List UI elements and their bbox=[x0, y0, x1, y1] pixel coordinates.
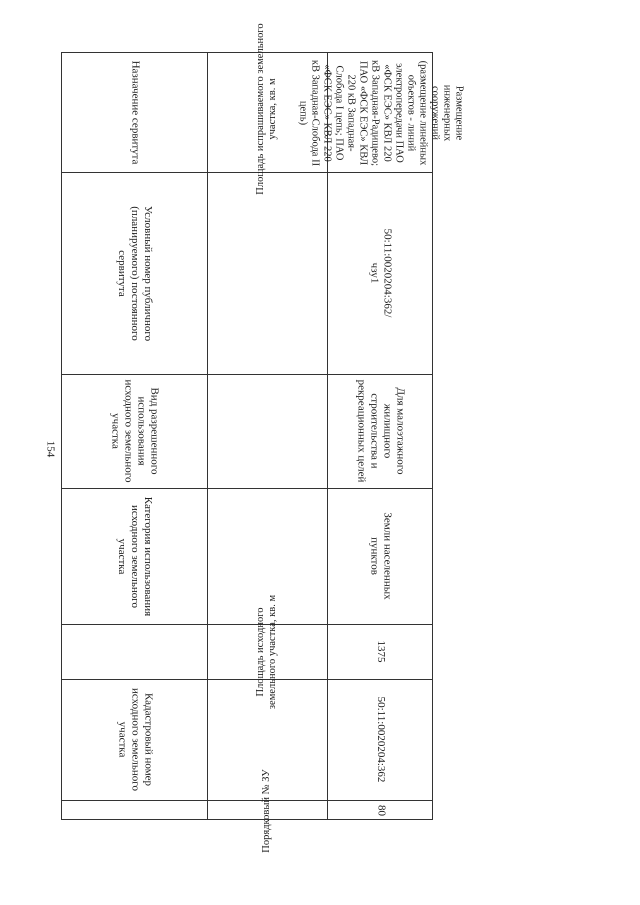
header-cadastral-number: Кадастровый номер исходного земельного участка bbox=[116, 687, 154, 792]
cell-permitted-use: Для малоэтажного жилищного строительства и рекреационных целей bbox=[355, 379, 407, 483]
cell-source-area: 1375 bbox=[375, 640, 387, 663]
cell-land-category: Земли населенных пунктов bbox=[368, 512, 394, 600]
page-number: 154 bbox=[44, 440, 57, 458]
cell-servitude-number: 50:11:0020204:362/чзу1 bbox=[368, 228, 394, 318]
cell-serial-number: 80 bbox=[375, 805, 387, 816]
header-source-area: Площадь исходного земельного участка, кв. м bbox=[255, 594, 278, 709]
header-serial-number: Порядковый № ЗУ bbox=[261, 768, 272, 853]
header-purpose: Назначение сервитута bbox=[129, 60, 141, 165]
servitude-table bbox=[61, 23, 465, 853]
header-land-category: Категория использования исходного земельного участка bbox=[116, 496, 154, 616]
cell-purpose: Размещение инженерных сооружений (размещение линейных объектов - линий электропередачи ПАО «ФСК ЕЭС» КВЛ 220 кВ Западная-Радищево; ПАО «ФСК ЕЭС» КВЛ 220 кВ Западная-Слобода I цепь; ПАО «ФСК ЕЭС» КВЛ 220 кВ Западная-Слобода II цепь) bbox=[297, 59, 465, 166]
header-servitude-number: Условный номер публичного (планируемого) постоянного сервитута bbox=[116, 205, 154, 341]
header-permitted-use: Вид разрешенного использования исходного земельного участка bbox=[109, 379, 161, 483]
cell-cadastral-number: 50:11:0020204:362 bbox=[375, 696, 387, 783]
header-requested-area: Площадь испрашиваемого земельного участка, кв. м bbox=[255, 23, 278, 195]
